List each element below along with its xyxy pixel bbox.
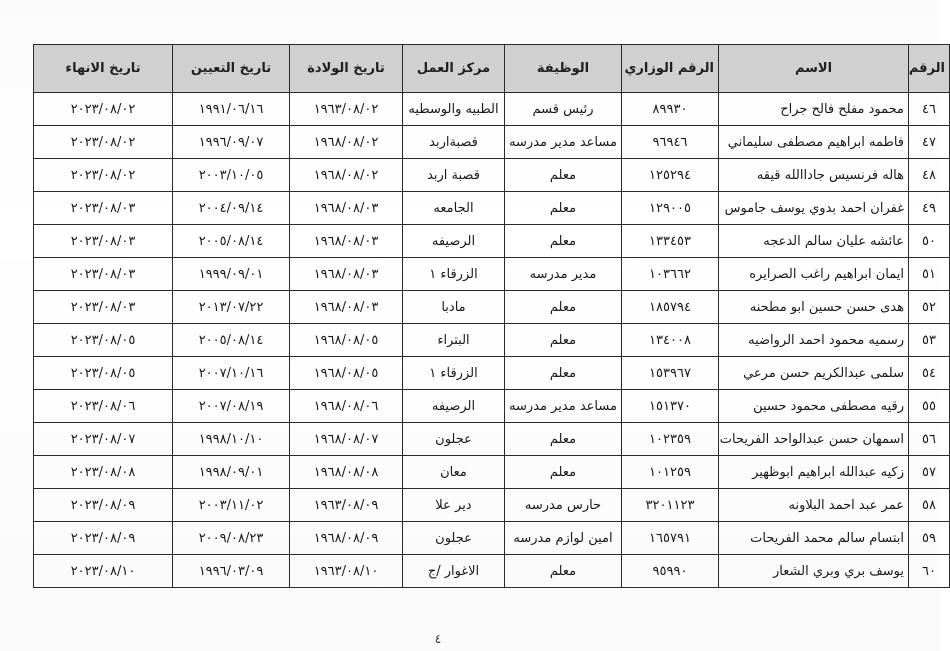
cell-work-center: قصبة اربد xyxy=(403,159,505,192)
table-row xyxy=(34,423,950,456)
cell-num: ٦٠ xyxy=(909,555,950,588)
cell-work-center: الطبيه والوسطيه xyxy=(403,93,505,126)
cell-ministerial-no: ٩٥٩٩٠ xyxy=(622,555,719,588)
header-end-date: تاريخ الانهاء xyxy=(34,45,173,93)
table-row xyxy=(34,291,950,324)
cell-work-center: عجلون xyxy=(403,522,505,555)
cell-name: عائشه عليان سالم الدعجه xyxy=(719,225,909,258)
cell-job: رئيس قسم xyxy=(505,93,622,126)
cell-num: ٥٢ xyxy=(909,291,950,324)
cell-ministerial-no: ١٨٥٧٩٤ xyxy=(622,291,719,324)
cell-appointment-date: ١٩٩٩/٠٩/٠١ xyxy=(173,258,290,291)
cell-end-date: ٢٠٢٣/٠٨/١٠ xyxy=(34,555,173,588)
cell-name: فاطمه ابراهيم مصطفى سليماني xyxy=(719,126,909,159)
cell-job: مساعد مدير مدرسه xyxy=(505,126,622,159)
cell-name: يوسف بري وبري الشعار xyxy=(719,555,909,588)
cell-num: ٤٩ xyxy=(909,192,950,225)
cell-job: معلم xyxy=(505,225,622,258)
cell-num: ٥٦ xyxy=(909,423,950,456)
cell-birth-date: ١٩٦٨/٠٨/٠٦ xyxy=(290,390,403,423)
cell-end-date: ٢٠٢٣/٠٨/٠٢ xyxy=(34,126,173,159)
table-row xyxy=(34,126,950,159)
cell-job: معلم xyxy=(505,291,622,324)
cell-job: معلم xyxy=(505,324,622,357)
cell-job: معلم xyxy=(505,192,622,225)
header-work-center: مركز العمل xyxy=(403,45,505,93)
header-job: الوظيفة xyxy=(505,45,622,93)
header-ministerial-no: الرقم الوزاري xyxy=(622,45,719,93)
cell-appointment-date: ٢٠٠٥/٠٨/١٤ xyxy=(173,324,290,357)
cell-num: ٤٨ xyxy=(909,159,950,192)
cell-ministerial-no: ١٣٣٤٥٣ xyxy=(622,225,719,258)
cell-work-center: دير علا xyxy=(403,489,505,522)
table-row xyxy=(34,489,950,522)
cell-ministerial-no: ١٢٩٠٠٥ xyxy=(622,192,719,225)
cell-name: اسمهان حسن عبدالواحد الفريحات xyxy=(719,423,909,456)
cell-birth-date: ١٩٦٨/٠٨/٠٥ xyxy=(290,324,403,357)
cell-job: حارس مدرسه xyxy=(505,489,622,522)
table-row xyxy=(34,93,950,126)
cell-appointment-date: ١٩٩١/٠٦/١٦ xyxy=(173,93,290,126)
cell-birth-date: ١٩٦٣/٠٨/١٠ xyxy=(290,555,403,588)
table-row xyxy=(34,456,950,489)
cell-work-center: الرصيفه xyxy=(403,225,505,258)
cell-job: معلم xyxy=(505,159,622,192)
table-row xyxy=(34,555,950,588)
cell-job: معلم xyxy=(505,357,622,390)
table-row xyxy=(34,522,950,555)
header-appointment-date: تاريخ التعيين xyxy=(173,45,290,93)
cell-birth-date: ١٩٦٨/٠٨/٠٨ xyxy=(290,456,403,489)
cell-ministerial-no: ١٦٥٧٩١ xyxy=(622,522,719,555)
cell-end-date: ٢٠٢٣/٠٨/٠٢ xyxy=(34,159,173,192)
cell-end-date: ٢٠٢٣/٠٨/٠٩ xyxy=(34,522,173,555)
cell-end-date: ٢٠٢٣/٠٨/٠٢ xyxy=(34,93,173,126)
cell-num: ٥١ xyxy=(909,258,950,291)
cell-job: مدير مدرسه xyxy=(505,258,622,291)
table-header xyxy=(34,45,950,93)
cell-job: امين لوازم مدرسه xyxy=(505,522,622,555)
cell-appointment-date: ٢٠١٣/٠٧/٢٢ xyxy=(173,291,290,324)
cell-appointment-date: ٢٠٠٣/١٠/٠٥ xyxy=(173,159,290,192)
cell-ministerial-no: ٩٦٩٤٦ xyxy=(622,126,719,159)
cell-work-center: الزرقاء ١ xyxy=(403,258,505,291)
cell-appointment-date: ٢٠٠٣/١١/٠٢ xyxy=(173,489,290,522)
cell-appointment-date: ٢٠٠٥/٠٨/١٤ xyxy=(173,225,290,258)
cell-job: معلم xyxy=(505,456,622,489)
cell-name: غفران احمد بدوي يوسف جاموس xyxy=(719,192,909,225)
cell-ministerial-no: ١٠٢٣٥٩ xyxy=(622,423,719,456)
retirement-table xyxy=(33,44,950,588)
cell-work-center: معان xyxy=(403,456,505,489)
table-row xyxy=(34,357,950,390)
cell-end-date: ٢٠٢٣/٠٨/٠٨ xyxy=(34,456,173,489)
cell-appointment-date: ١٩٩٨/٠٩/٠١ xyxy=(173,456,290,489)
table-row xyxy=(34,258,950,291)
cell-birth-date: ١٩٦٨/٠٨/٠٢ xyxy=(290,126,403,159)
cell-ministerial-no: ١٢٥٢٩٤ xyxy=(622,159,719,192)
cell-num: ٥٣ xyxy=(909,324,950,357)
cell-end-date: ٢٠٢٣/٠٨/٠٥ xyxy=(34,324,173,357)
cell-name: ايمان ابراهيم راغب الصرايره xyxy=(719,258,909,291)
cell-num: ٥٤ xyxy=(909,357,950,390)
cell-end-date: ٢٠٢٣/٠٨/٠٣ xyxy=(34,291,173,324)
cell-appointment-date: ١٩٩٦/٠٩/٠٧ xyxy=(173,126,290,159)
cell-num: ٥٨ xyxy=(909,489,950,522)
cell-name: ابتسام سالم محمد الفريحات xyxy=(719,522,909,555)
cell-birth-date: ١٩٦٨/٠٨/٠٣ xyxy=(290,291,403,324)
cell-appointment-date: ٢٠٠٧/٠٨/١٩ xyxy=(173,390,290,423)
cell-num: ٤٧ xyxy=(909,126,950,159)
cell-birth-date: ١٩٦٨/٠٨/٠٥ xyxy=(290,357,403,390)
cell-birth-date: ١٩٦٨/٠٨/٠٣ xyxy=(290,192,403,225)
cell-birth-date: ١٩٦٨/٠٨/٠٣ xyxy=(290,225,403,258)
cell-appointment-date: ١٩٩٦/٠٣/٠٩ xyxy=(173,555,290,588)
cell-birth-date: ١٩٦٨/٠٨/٠٧ xyxy=(290,423,403,456)
cell-work-center: قصبةاربد xyxy=(403,126,505,159)
cell-ministerial-no: ٨٩٩٣٠ xyxy=(622,93,719,126)
cell-name: سلمى عبدالكريم حسن مرعي xyxy=(719,357,909,390)
cell-work-center: الرصيفه xyxy=(403,390,505,423)
header-num: الرقم xyxy=(909,45,950,93)
cell-job: معلم xyxy=(505,555,622,588)
cell-name: عمر عبد احمد البلاونه xyxy=(719,489,909,522)
cell-work-center: البتراء xyxy=(403,324,505,357)
cell-end-date: ٢٠٢٣/٠٨/٠٣ xyxy=(34,225,173,258)
cell-name: زكيه عبدالله ابراهيم ابوظهير xyxy=(719,456,909,489)
cell-name: هدى حسن حسين ابو مطحنه xyxy=(719,291,909,324)
cell-appointment-date: ٢٠٠٧/١٠/١٦ xyxy=(173,357,290,390)
cell-appointment-date: ٢٠٠٩/٠٨/٢٣ xyxy=(173,522,290,555)
cell-num: ٥٥ xyxy=(909,390,950,423)
cell-end-date: ٢٠٢٣/٠٨/٠٧ xyxy=(34,423,173,456)
table-row xyxy=(34,324,950,357)
cell-end-date: ٢٠٢٣/٠٨/٠٦ xyxy=(34,390,173,423)
table-row xyxy=(34,225,950,258)
cell-appointment-date: ٢٠٠٤/٠٩/١٤ xyxy=(173,192,290,225)
cell-name: محمود مفلح فالح جراح xyxy=(719,93,909,126)
cell-work-center: مادبا xyxy=(403,291,505,324)
header-name: الاسم xyxy=(719,45,909,93)
header-row xyxy=(34,45,950,93)
cell-num: ٥٠ xyxy=(909,225,950,258)
cell-ministerial-no: ١٥١٣٧٠ xyxy=(622,390,719,423)
cell-birth-date: ١٩٦٨/٠٨/٠٩ xyxy=(290,522,403,555)
cell-end-date: ٢٠٢٣/٠٨/٠٣ xyxy=(34,258,173,291)
table-row xyxy=(34,192,950,225)
cell-birth-date: ١٩٦٣/٠٨/٠٢ xyxy=(290,93,403,126)
cell-work-center: عجلون xyxy=(403,423,505,456)
cell-appointment-date: ١٩٩٨/١٠/١٠ xyxy=(173,423,290,456)
cell-ministerial-no: ١٥٣٩٦٧ xyxy=(622,357,719,390)
cell-work-center: الزرقاء ١ xyxy=(403,357,505,390)
cell-num: ٥٧ xyxy=(909,456,950,489)
cell-job: مساعد مدير مدرسه xyxy=(505,390,622,423)
cell-work-center: الاغوار /ج xyxy=(403,555,505,588)
cell-num: ٤٦ xyxy=(909,93,950,126)
cell-name: هاله فرنسيس جاداالله قيقه xyxy=(719,159,909,192)
cell-ministerial-no: ١٣٤٠٠٨ xyxy=(622,324,719,357)
cell-birth-date: ١٩٦٨/٠٨/٠٣ xyxy=(290,258,403,291)
cell-end-date: ٢٠٢٣/٠٨/٠٣ xyxy=(34,192,173,225)
cell-end-date: ٢٠٢٣/٠٨/٠٥ xyxy=(34,357,173,390)
table-body xyxy=(34,93,950,588)
cell-ministerial-no: ٣٢٠١١٢٣ xyxy=(622,489,719,522)
header-birth-date: تاريخ الولادة xyxy=(290,45,403,93)
cell-ministerial-no: ١٠٣٦٦٢ xyxy=(622,258,719,291)
cell-num: ٥٩ xyxy=(909,522,950,555)
table-row xyxy=(34,390,950,423)
cell-birth-date: ١٩٦٨/٠٨/٠٢ xyxy=(290,159,403,192)
cell-name: رسميه محمود احمد الرواضيه xyxy=(719,324,909,357)
cell-name: رقيه مصطفى محمود حسين xyxy=(719,390,909,423)
cell-work-center: الجامعه xyxy=(403,192,505,225)
page-number: ٤ xyxy=(434,632,442,646)
cell-birth-date: ١٩٦٣/٠٨/٠٩ xyxy=(290,489,403,522)
cell-ministerial-no: ١٠١٢٥٩ xyxy=(622,456,719,489)
cell-job: معلم xyxy=(505,423,622,456)
table-row xyxy=(34,159,950,192)
cell-end-date: ٢٠٢٣/٠٨/٠٩ xyxy=(34,489,173,522)
